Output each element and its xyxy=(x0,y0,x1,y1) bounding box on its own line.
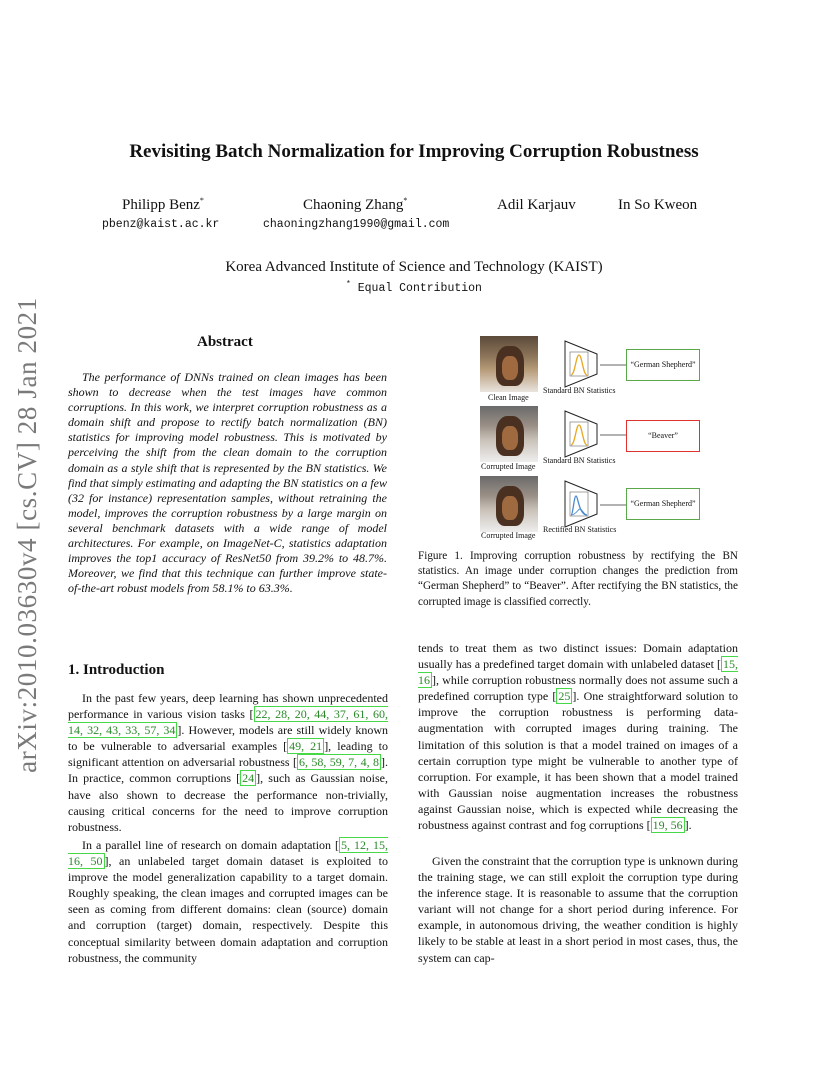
citation-link[interactable]: 5, 12, 15, 16, 50 xyxy=(68,838,389,869)
citation-link[interactable]: 15, 16 xyxy=(418,657,738,688)
author-name: Chaoning Zhang* xyxy=(303,196,408,213)
clean-dog-image xyxy=(480,336,538,392)
image-label: Clean Image xyxy=(488,393,529,402)
abstract-text: The performance of DNNs trained on clean images has been shown to decrease when the test images have common corruptions. In this work, we interpret corruption robustness as a domain shift and propose to rectify batch normalization (BN) statistics for improving model robustness. This is motivated by perceiving the shift from the clean domain to the corruption domain as a style shift that is represented by the BN statistics. We find that simply estimating and adapting the BN statistics on a few (32 for instance) representation samples, without retraining the model, improves the corruption robustness by a large margin on several benchmark datasets with a wide range of model architectures. For example, on ImageNet-C, statistics adaptation improves the top1 accuracy of ResNet50 from 39.2% to 48.7%. Moreover, we find that this technique can further improve state-of-the-art robust models from 58.1% to 63.3%. xyxy=(68,370,387,596)
author-email[interactable]: chaoningzhang1990@gmail.com xyxy=(263,218,450,231)
prediction-box: “Beaver” xyxy=(626,420,700,452)
bn-funnel-icon xyxy=(564,480,598,528)
intro-paragraph: In a parallel line of research on domain adaptation [ 5, 12, 15, 16, 50 ], an unlabeled target domain dataset is exploited to improve the model generalization capability to a target domain. Roughly speaking, the clean images and corrupted images can be seen as coming from different domains: clean (source) domain and corruption (target) domain, respectively. Despite this conceptual similarity between domain adaptation and corruption robustness, the community xyxy=(68,838,389,965)
corrupted-dog-image xyxy=(480,406,538,462)
bn-funnel-icon xyxy=(564,340,598,388)
citation-link[interactable]: 22, 28, 20, 44, 37, 61, 60, 14, 32, 43, 33, 57, 34 xyxy=(68,707,389,738)
author-email[interactable]: pbenz@kaist.ac.kr xyxy=(102,218,220,231)
image-label: Corrupted Image xyxy=(481,531,536,540)
citation-link[interactable]: 19, 56 xyxy=(652,818,683,833)
intro-paragraph: Given the constraint that the corruption type is unknown during the training stage, we can still exploit the corruption type during the inference stage. It is reasonable to assume that the corruption variant will not change for a short period during inference. For example, in autonomous driving, the weather condition is highly likely to be stable at least in a short period in most cases, thus, the system can cap- xyxy=(418,854,738,965)
figure-1 xyxy=(480,336,760,540)
arxiv-identifier: arXiv:2010.03630v4 [cs.CV] 28 Jan 2021 xyxy=(12,297,42,773)
citation-link[interactable]: 49, 21 xyxy=(289,739,323,754)
arrow-icon xyxy=(600,432,626,438)
affiliation: Korea Advanced Institute of Science and Technology (KAIST) xyxy=(225,259,603,275)
citation-link[interactable]: 24 xyxy=(242,771,255,786)
prediction-box: “German Shepherd” xyxy=(626,488,700,520)
stats-label: Rectified BN Statistics xyxy=(543,525,617,534)
stats-label: Standard BN Statistics xyxy=(543,456,616,465)
citation-link[interactable]: 6, 58, 59, 7, 4, 8 xyxy=(298,755,379,770)
corrupted-dog-image xyxy=(480,476,538,532)
abstract-heading: Abstract xyxy=(197,334,253,350)
citation-link[interactable]: 25 xyxy=(558,689,571,704)
section-heading: 1. Introduction xyxy=(68,662,165,678)
author-name: In So Kweon xyxy=(618,197,698,213)
intro-paragraph: In the past few years, deep learning has shown unprecedented performance in various vision tasks [ 22, 28, 20, 44, 37, 61, 60, 14, 32, 43, 33, 57, 34 ]. However, models are still widely known to be vulnerable to adversarial examples [ 49, 21 ], leading to significant attention on adversarial robustness [ 6, 58, 59, 7, 4, 8 ]. In practice, common corruptions [ 24 ], such as Gaussian noise, have also shown to decrease the performance non-trivially, causing critical concerns for the need to improve corruption robustness. xyxy=(68,691,389,834)
stats-label: Standard BN Statistics xyxy=(543,386,616,395)
paper-title: Revisiting Batch Normalization for Improving Corruption Robustness xyxy=(129,141,699,162)
figure-caption: Figure 1. Improving corruption robustness by rectifying the BN statistics. An image under corruption changes the prediction from “German Shepherd” to “Beaver”. After rectifying the BN statistics, the corrupted image is classified correctly. xyxy=(418,550,738,608)
arrow-icon xyxy=(600,502,626,508)
prediction-box: “German Shepherd” xyxy=(626,349,700,381)
arrow-icon xyxy=(600,362,626,368)
bn-funnel-icon xyxy=(564,410,598,458)
author-name: Adil Karjauv xyxy=(497,197,576,213)
equal-contribution-note: * Equal Contribution xyxy=(346,280,482,295)
image-label: Corrupted Image xyxy=(481,462,536,471)
author-name: Philipp Benz* xyxy=(122,196,204,213)
intro-paragraph: tends to treat them as two distinct issues: Domain adaptation usually has a predefined target domain with unlabeled dataset [ 15, 16 ], while corruption robustness normally does not assume such a predefined corruption type [ 25 ]. One straightforward solution to improve the corruption robustness is performing data-augmentation with corrupted images during training. The limitation of this solution is that a model trained on images of a certain corruption type might be vulnerable to another type of corruption. For example, it has been shown that a model trained with Gaussian noise augmentation increases the robustness against Gaussian noise, which is expected while decreasing the robustness against contrast and fog corruptions [ 19, 56 ]. xyxy=(418,641,739,833)
